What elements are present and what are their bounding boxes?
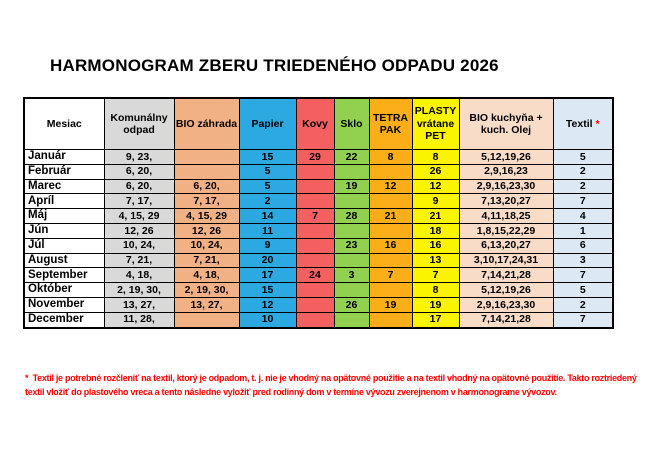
table-row: [24, 164, 613, 179]
cell-plasty: 7: [412, 268, 459, 283]
cell-kovy: [296, 283, 334, 298]
cell-papier: 14: [239, 209, 296, 224]
cell-bio-kuchyna: 5,12,19,26: [459, 150, 553, 165]
cell-komunalny-odpad: 9, 23,: [104, 150, 174, 165]
cell-textil: 7: [553, 268, 613, 283]
cell-textil: 5: [553, 150, 613, 165]
cell-plasty: 8: [412, 150, 459, 165]
schedule-table: [23, 97, 614, 329]
cell-sklo: [334, 194, 369, 209]
cell-bio-zahrada: [174, 312, 239, 327]
cell-textil: 2: [553, 297, 613, 312]
table-row: [24, 268, 613, 283]
column-header-tetra-pak: TETRA PAK: [369, 98, 412, 150]
cell-bio-zahrada: [174, 164, 239, 179]
cell-plasty: 18: [412, 223, 459, 238]
cell-komunalny-odpad: 7, 17,: [104, 194, 174, 209]
footnote-marker: *: [25, 373, 29, 383]
cell-kovy: [296, 223, 334, 238]
cell-tetra-pak: [369, 194, 412, 209]
cell-bio-zahrada: 2, 19, 30,: [174, 283, 239, 298]
cell-bio-zahrada: 10, 24,: [174, 238, 239, 253]
cell-bio-kuchyna: 7,13,20,27: [459, 194, 553, 209]
cell-plasty: 26: [412, 164, 459, 179]
column-header-sklo: Sklo: [334, 98, 369, 150]
cell-plasty: 9: [412, 194, 459, 209]
cell-komunalny-odpad: 4, 18,: [104, 268, 174, 283]
cell-komunalny-odpad: 13, 27,: [104, 297, 174, 312]
cell-bio-kuchyna: 5,12,19,26: [459, 283, 553, 298]
column-header-papier: Papier: [239, 98, 296, 150]
cell-tetra-pak: [369, 253, 412, 268]
cell-sklo: 3: [334, 268, 369, 283]
cell-papier: 15: [239, 283, 296, 298]
cell-sklo: 23: [334, 238, 369, 253]
cell-mesiac: August: [24, 253, 104, 268]
cell-kovy: [296, 253, 334, 268]
cell-mesiac: Máj: [24, 209, 104, 224]
cell-bio-kuchyna: 2,9,16,23,30: [459, 179, 553, 194]
cell-bio-zahrada: 7, 17,: [174, 194, 239, 209]
cell-bio-zahrada: 12, 26: [174, 223, 239, 238]
cell-sklo: 19: [334, 179, 369, 194]
cell-mesiac: Apríl: [24, 194, 104, 209]
table-row: [24, 283, 613, 298]
table-row: [24, 209, 613, 224]
cell-sklo: [334, 312, 369, 327]
cell-kovy: 24: [296, 268, 334, 283]
cell-papier: 15: [239, 150, 296, 165]
cell-sklo: [334, 283, 369, 298]
cell-sklo: 28: [334, 209, 369, 224]
cell-mesiac: Marec: [24, 179, 104, 194]
cell-kovy: [296, 297, 334, 312]
column-header-textil: Textil *: [553, 98, 613, 150]
column-header-plasty: PLASTY vrátane PET: [412, 98, 459, 150]
cell-plasty: 12: [412, 179, 459, 194]
cell-bio-zahrada: 4, 18,: [174, 268, 239, 283]
cell-mesiac: September: [24, 268, 104, 283]
cell-papier: 5: [239, 179, 296, 194]
column-header-kovy: Kovy: [296, 98, 334, 150]
cell-mesiac: December: [24, 312, 104, 327]
cell-tetra-pak: 19: [369, 297, 412, 312]
column-header-bio-kuchyna: BIO kuchyňa + kuch. Olej: [459, 98, 553, 150]
cell-bio-kuchyna: 2,9,16,23: [459, 164, 553, 179]
cell-bio-kuchyna: 2,9,16,23,30: [459, 297, 553, 312]
cell-sklo: [334, 164, 369, 179]
cell-kovy: [296, 164, 334, 179]
cell-plasty: 21: [412, 209, 459, 224]
cell-kovy: 29: [296, 150, 334, 165]
cell-textil: 5: [553, 283, 613, 298]
column-header-bio-zahrada: BIO záhrada: [174, 98, 239, 150]
cell-tetra-pak: 12: [369, 179, 412, 194]
cell-tetra-pak: [369, 164, 412, 179]
cell-plasty: 17: [412, 312, 459, 327]
cell-textil: 4: [553, 209, 613, 224]
cell-textil: 6: [553, 238, 613, 253]
cell-plasty: 16: [412, 238, 459, 253]
cell-plasty: 19: [412, 297, 459, 312]
cell-plasty: 13: [412, 253, 459, 268]
table-row: [24, 297, 613, 312]
cell-komunalny-odpad: 7, 21,: [104, 253, 174, 268]
cell-textil: 2: [553, 179, 613, 194]
cell-papier: 11: [239, 223, 296, 238]
cell-sklo: 26: [334, 297, 369, 312]
cell-bio-zahrada: 6, 20,: [174, 179, 239, 194]
cell-textil: 2: [553, 164, 613, 179]
cell-papier: 20: [239, 253, 296, 268]
cell-komunalny-odpad: 11, 28,: [104, 312, 174, 327]
cell-mesiac: November: [24, 297, 104, 312]
cell-kovy: [296, 238, 334, 253]
column-header-komunalny-odpad: Komunálny odpad: [104, 98, 174, 150]
cell-bio-zahrada: 4, 15, 29: [174, 209, 239, 224]
cell-textil: 7: [553, 312, 613, 327]
cell-sklo: [334, 253, 369, 268]
cell-tetra-pak: 16: [369, 238, 412, 253]
cell-komunalny-odpad: 6, 20,: [104, 164, 174, 179]
table-row: [24, 312, 613, 327]
table-row: [24, 223, 613, 238]
cell-tetra-pak: [369, 312, 412, 327]
page-title: HARMONOGRAM ZBERU TRIEDENÉHO ODPADU 2026: [50, 56, 499, 75]
textil-asterisk: *: [592, 117, 600, 130]
column-header-mesiac: Mesiac: [24, 98, 104, 150]
cell-papier: 17: [239, 268, 296, 283]
textil-footnote: [25, 371, 645, 400]
cell-komunalny-odpad: 12, 26: [104, 223, 174, 238]
cell-papier: 5: [239, 164, 296, 179]
cell-bio-zahrada: [174, 150, 239, 165]
cell-kovy: [296, 194, 334, 209]
cell-komunalny-odpad: 2, 19, 30,: [104, 283, 174, 298]
cell-tetra-pak: 21: [369, 209, 412, 224]
cell-bio-kuchyna: 6,13,20,27: [459, 238, 553, 253]
table-row: [24, 179, 613, 194]
cell-sklo: 22: [334, 150, 369, 165]
cell-komunalny-odpad: 6, 20,: [104, 179, 174, 194]
cell-sklo: [334, 223, 369, 238]
cell-mesiac: Február: [24, 164, 104, 179]
header-row: [24, 98, 613, 150]
cell-bio-kuchyna: 7,14,21,28: [459, 268, 553, 283]
cell-textil: 7: [553, 194, 613, 209]
table-row: [24, 194, 613, 209]
cell-mesiac: Jún: [24, 223, 104, 238]
cell-bio-kuchyna: 1,8,15,22,29: [459, 223, 553, 238]
cell-kovy: [296, 179, 334, 194]
cell-komunalny-odpad: 10, 24,: [104, 238, 174, 253]
cell-tetra-pak: [369, 283, 412, 298]
cell-bio-kuchyna: 4,11,18,25: [459, 209, 553, 224]
cell-bio-kuchyna: 7,14,21,28: [459, 312, 553, 327]
cell-kovy: [296, 312, 334, 327]
cell-bio-kuchyna: 3,10,17,24,31: [459, 253, 553, 268]
cell-tetra-pak: 8: [369, 150, 412, 165]
cell-mesiac: Október: [24, 283, 104, 298]
cell-bio-zahrada: 7, 21,: [174, 253, 239, 268]
cell-komunalny-odpad: 4, 15, 29: [104, 209, 174, 224]
cell-textil: 1: [553, 223, 613, 238]
cell-papier: 12: [239, 297, 296, 312]
cell-kovy: 7: [296, 209, 334, 224]
cell-mesiac: Júl: [24, 238, 104, 253]
table-row: [24, 150, 613, 165]
table-row: [24, 238, 613, 253]
cell-plasty: 8: [412, 283, 459, 298]
cell-textil: 3: [553, 253, 613, 268]
cell-bio-zahrada: 13, 27,: [174, 297, 239, 312]
cell-tetra-pak: [369, 223, 412, 238]
cell-papier: 9: [239, 238, 296, 253]
cell-mesiac: Január: [24, 150, 104, 165]
cell-tetra-pak: 7: [369, 268, 412, 283]
cell-papier: 10: [239, 312, 296, 327]
table-row: [24, 253, 613, 268]
cell-papier: 2: [239, 194, 296, 209]
footnote-text: Textil je potrebné rozčleniť na textil, ktorý je odpadom, t. j. nie je vhodný na opätovné použitie a na textil vhodný na opätovné použitie. Takto roztriedený textil vložiť do plastového vreca a tento následne vyložiť pred rodinný dom v termíne vývozu zverejnenom v harmonograme vývozov.: [25, 373, 637, 398]
